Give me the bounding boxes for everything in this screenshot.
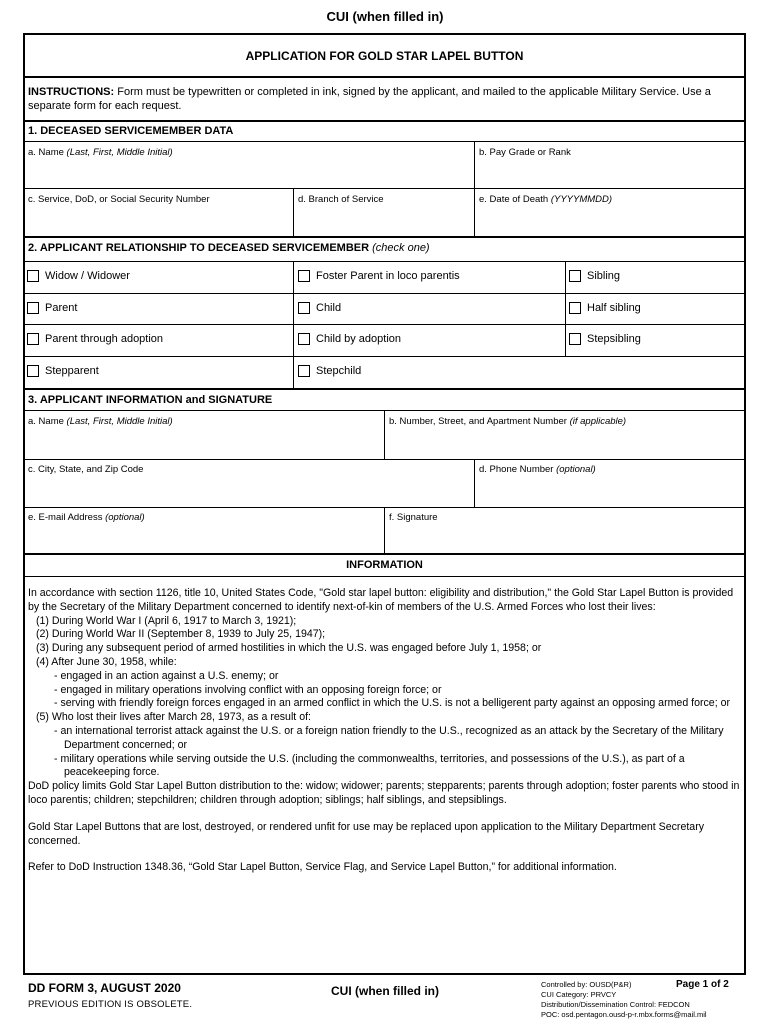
checkbox-parent-through-adoption[interactable]: Parent through adoption (27, 333, 163, 345)
signature-input[interactable] (389, 526, 741, 552)
divider (23, 553, 746, 555)
branch-input[interactable] (298, 207, 470, 235)
divider (23, 76, 746, 78)
divider (23, 188, 746, 189)
checkbox-foster-parent[interactable]: Foster Parent in loco parentis (298, 270, 460, 282)
checkbox-child-by-adoption[interactable]: Child by adoption (298, 333, 401, 345)
branch-label: d. Branch of Service (298, 194, 384, 205)
ssn-input[interactable] (28, 207, 290, 235)
form-title: APPLICATION FOR GOLD STAR LAPEL BUTTON (245, 49, 524, 63)
checkbox-widow-widower[interactable]: Widow / Widower (27, 270, 130, 282)
divider (565, 261, 566, 356)
email-label: e. E-mail Address (optional) (28, 512, 145, 523)
checkbox-parent[interactable]: Parent (27, 302, 77, 314)
divider (23, 261, 746, 262)
cui-category: CUI Category: PRVCY (541, 990, 617, 999)
email-input[interactable] (28, 526, 380, 552)
checkbox-icon[interactable] (27, 365, 39, 377)
ssn-label: c. Service, DoD, or Social Security Number (28, 194, 210, 205)
instructions-text: Form must be typewritten or completed in ink, signed by the applicant, and mailed to the applicable Military Service. Use a separate form for each request. (28, 86, 711, 112)
checkbox-icon[interactable] (298, 270, 310, 282)
divider (474, 141, 475, 188)
divider (23, 120, 746, 122)
poc-email: POC: osd.pentagon.ousd-p-r.mbx.forms@mail.mil (541, 1010, 707, 1019)
checkbox-icon[interactable] (27, 270, 39, 282)
pay-grade-input[interactable] (479, 160, 741, 188)
divider (474, 459, 475, 507)
divider (23, 576, 746, 577)
info-item-4-sub: - serving with friendly foreign forces engaged in an armed conflict in which the U.S. is not a belligerent party against an opposing armed force; or (54, 697, 731, 710)
info-policy: DoD policy limits Gold Star Lapel Button distribution to the: widow; widower; parents; stepparents; parents through adoption; foster parents who stood in loco parentis; children; stepchildren; children through adoption; siblings; half siblings, and stepsiblings. (28, 780, 740, 806)
divider (474, 188, 475, 237)
information-body (28, 587, 740, 875)
signature-label: f. Signature (389, 512, 438, 523)
cui-header: CUI (when filled in) (326, 9, 444, 24)
city-state-zip-input[interactable] (28, 478, 470, 506)
checkbox-stepchild[interactable]: Stepchild (298, 365, 361, 377)
checkbox-stepparent[interactable]: Stepparent (27, 365, 99, 377)
info-intro: In accordance with section 1126, title 10, United States Code, "Gold star lapel button: eligibility and distribution," the Gold Star Lapel Button is provided by the Secretary of the Military Department concerned to identify next-of-kin of members of the U.S. Armed Forces who lost their lives: (28, 587, 734, 613)
info-refer: Refer to DoD Instruction 1348.36, “Gold Star Lapel Button, Service Flag, and Service Lapel Button,” for additional information. (28, 861, 617, 874)
checkbox-half-sibling[interactable]: Half sibling (569, 302, 641, 314)
checkbox-stepsibling[interactable]: Stepsibling (569, 333, 641, 345)
divider (293, 188, 294, 237)
checkbox-icon[interactable] (569, 302, 581, 314)
info-item-2: (2) During World War II (September 8, 1939 to July 25, 1947); (36, 628, 326, 641)
section1-heading: 1. DECEASED SERVICEMEMBER DATA (28, 125, 234, 137)
previous-edition-note: PREVIOUS EDITION IS OBSOLETE. (28, 999, 193, 1010)
info-replacement: Gold Star Lapel Buttons that are lost, destroyed, or rendered unfit for use may be replaced upon application to the Military Department Secretary concerned. (28, 820, 705, 847)
divider (23, 388, 746, 390)
info-item-5: (5) Who lost their lives after March 28, 1973, as a result of: (36, 711, 311, 724)
divider (384, 410, 385, 459)
death-date-label: e. Date of Death (YYYYMMDD) (479, 194, 613, 205)
info-item-5-sub: - an international terrorist attack against the U.S. or a foreign nation friendly to the U.S., recognized as an attack by the Secretary of the Military Department concerned; or (54, 724, 724, 751)
divider (23, 324, 746, 325)
info-item-1: (1) During World War I (April 6, 1917 to March 3, 1921); (36, 614, 297, 627)
checkbox-icon[interactable] (569, 270, 581, 282)
street-input[interactable] (389, 430, 741, 458)
checkbox-icon[interactable] (27, 333, 39, 345)
city-state-zip-label: c. City, State, and Zip Code (28, 464, 144, 475)
section2-heading: 2. APPLICANT RELATIONSHIP TO DECEASED SERVICEMEMBER (check one) (28, 242, 430, 254)
checkbox-icon[interactable] (298, 302, 310, 314)
divider (23, 236, 746, 238)
divider (384, 507, 385, 553)
divider (23, 459, 746, 460)
checkbox-icon[interactable] (27, 302, 39, 314)
instructions (28, 85, 740, 113)
instructions-label: INSTRUCTIONS: (28, 86, 115, 98)
divider (23, 293, 746, 294)
applicant-name-input[interactable] (28, 430, 380, 458)
checkbox-icon[interactable] (298, 365, 310, 377)
death-date-input[interactable] (479, 207, 741, 235)
cui-footer: CUI (when filled in) (331, 984, 439, 998)
controlled-by: Controlled by: OUSD(P&R) (541, 980, 632, 989)
info-item-3: (3) During any subsequent period of armed hostilities in which the U.S. was engaged before July 1, 1958; or (36, 642, 542, 655)
divider (23, 356, 746, 357)
applicant-name-label: a. Name (Last, First, Middle Initial) (28, 416, 173, 427)
information-heading: INFORMATION (346, 559, 423, 571)
distribution-control: Distribution/Dissemination Control: FEDCON (541, 1000, 690, 1009)
page-number: Page 1 of 2 (676, 979, 729, 990)
phone-input[interactable] (479, 478, 741, 506)
form-number: DD FORM 3, AUGUST 2020 (28, 981, 181, 995)
info-item-4: (4) After June 30, 1958, while: (36, 655, 177, 668)
checkbox-icon[interactable] (298, 333, 310, 345)
divider (293, 261, 294, 388)
info-item-5-sub: - military operations while serving outside the U.S. (including the commonwealths, territories, and possessions of the U.S.), as part of a peacekeeping force. (54, 752, 685, 779)
info-item-4-sub: - engaged in an action against a U.S. enemy; or (54, 669, 279, 682)
street-label: b. Number, Street, and Apartment Number (if applicable) (389, 416, 627, 427)
deceased-name-input[interactable] (28, 160, 472, 188)
divider (23, 141, 746, 142)
deceased-name-label: a. Name (Last, First, Middle Initial) (28, 147, 173, 158)
pay-grade-label: b. Pay Grade or Rank (479, 147, 571, 158)
section3-heading: 3. APPLICANT INFORMATION and SIGNATURE (28, 394, 273, 406)
phone-label: d. Phone Number (optional) (479, 464, 596, 475)
checkbox-sibling[interactable]: Sibling (569, 270, 620, 282)
checkbox-icon[interactable] (569, 333, 581, 345)
checkbox-child[interactable]: Child (298, 302, 341, 314)
info-item-4-sub: - engaged in military operations involving conflict with an opposing foreign force; or (54, 683, 442, 696)
